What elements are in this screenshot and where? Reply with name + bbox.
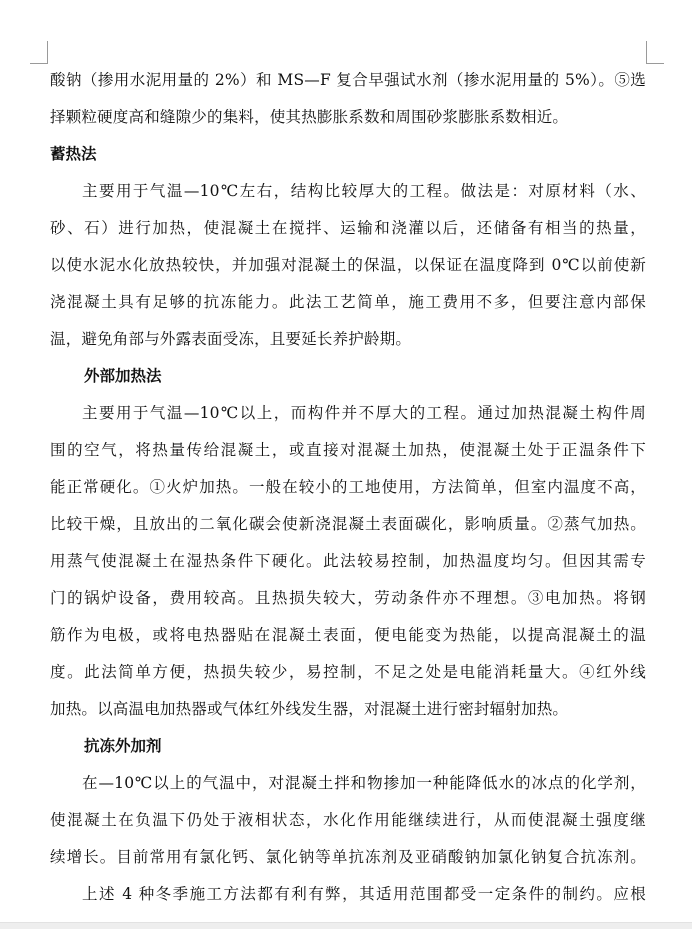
- top-left-margin-mark: [30, 41, 48, 64]
- paragraph-line: 择颗粒硬度高和缝隙少的集料，使其热膨胀系数和周围砂浆膨胀系数相近。: [50, 108, 569, 126]
- paragraph-line: 使混凝土在负温下仍处于液相状态，水化作用能继续进行，从而使混凝土强度继: [50, 811, 646, 829]
- section-heading: 外部加热法: [84, 367, 162, 385]
- paragraph-line: 浇混凝土具有足够的抗冻能力。此法工艺简单，施工费用不多，但要注意内部保: [50, 293, 646, 311]
- paragraph-line: 以使水泥水化放热较快，并加强对混凝土的保温，以保证在温度降到 0℃以前使新: [50, 256, 646, 274]
- paragraph-line: 筋作为电极，或将电热器贴在混凝土表面，便电能变为热能，以提高混凝土的温: [50, 626, 646, 644]
- document-body[interactable]: [50, 62, 646, 913]
- paragraph-line: 围的空气，将热量传给混凝土，或直接对混凝土加热，使混凝土处于正温条件下: [50, 441, 646, 459]
- top-right-margin-mark: [646, 41, 664, 64]
- paragraph-line: 酸钠（掺用水泥用量的 2%）和 MS—F 复合早强试水剂（掺水泥用量的 5%）。⑤选: [50, 71, 646, 89]
- paragraph-line: 主要用于气温—10℃以上，而构件并不厚大的工程。通过加热混凝土构件周: [82, 404, 646, 422]
- paragraph-line: 能正常硬化。①火炉加热。一般在较小的工地使用，方法简单，但室内温度不高，: [50, 478, 646, 496]
- paragraph-line: 用蒸气使混凝土在湿热条件下硬化。此法较易控制，加热温度均匀。但因其需专: [50, 552, 646, 570]
- section-heading: 蓄热法: [50, 145, 97, 163]
- paragraph-line: 续增长。目前常用有氯化钙、氯化钠等单抗冻剂及亚硝酸钠加氯化钠复合抗冻剂。: [50, 848, 646, 866]
- paragraph-line: 主要用于气温—10℃左右，结构比较厚大的工程。做法是：对原材料（水、: [82, 182, 646, 200]
- paragraph-line: 上述 4 种冬季施工方法都有利有弊，其适用范围都受一定条件的制约。应根: [82, 885, 646, 903]
- page-bottom-edge: [0, 922, 692, 929]
- paragraph-line: 在—10℃以上的气温中，对混凝土拌和物掺加一种能降低水的冰点的化学剂，: [82, 774, 646, 792]
- paragraph-line: 砂、石）进行加热，使混凝土在搅拌、运输和浇灌以后，还储备有相当的热量，: [50, 219, 646, 237]
- paragraph-line: 比较干燥，且放出的二氧化碳会使新浇混凝土表面碳化，影响质量。②蒸气加热。: [50, 515, 646, 533]
- section-heading: 抗冻外加剂: [84, 737, 162, 755]
- paragraph-line: 温，避免角部与外露表面受冻，且要延长养护龄期。: [50, 330, 412, 348]
- paragraph-line: 度。此法简单方便，热损失较少，易控制，不足之处是电能消耗量大。④红外线: [50, 663, 646, 681]
- paragraph-line: 门的锅炉设备，费用较高。且热损失较大，劳动条件亦不理想。③电加热。将钢: [50, 589, 646, 607]
- paragraph-line: 加热。以高温电加热器或气体红外线发生器，对混凝土进行密封辐射加热。: [50, 700, 569, 718]
